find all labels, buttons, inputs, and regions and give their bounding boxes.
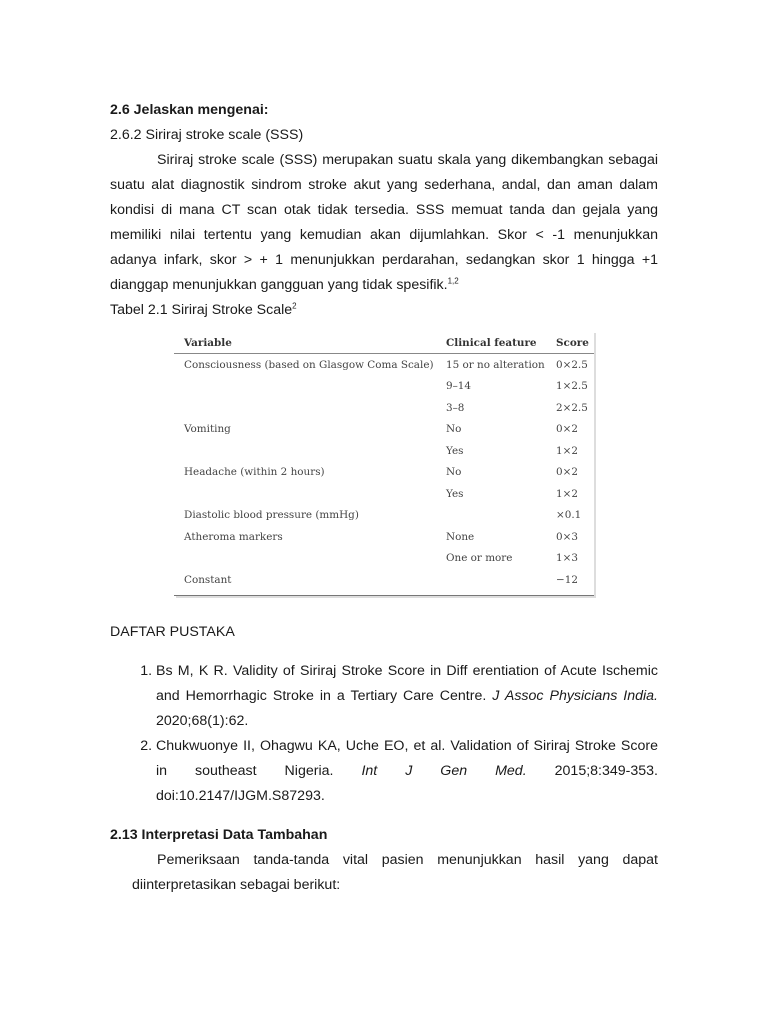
cell-score: 1×3 xyxy=(556,552,578,565)
table-row xyxy=(174,483,594,505)
cell-clinical-feature: None xyxy=(446,530,475,543)
cell-variable xyxy=(174,483,442,505)
cell-variable xyxy=(174,440,442,462)
references-list xyxy=(110,659,658,809)
section-heading: 2.6 Jelaskan mengenai: xyxy=(110,102,269,118)
cell-variable: Constant xyxy=(184,573,232,586)
cell-clinical-feature: No xyxy=(446,466,462,479)
cell-score: 1×2 xyxy=(556,487,578,500)
header-score: Score xyxy=(550,331,594,354)
references-title: DAFTAR PUSTAKA xyxy=(110,623,235,640)
body-paragraph xyxy=(110,148,658,298)
reference-item xyxy=(156,734,658,809)
cell-variable: Headache (within 2 hours) xyxy=(184,466,325,479)
table-row xyxy=(174,397,594,419)
header-variable: Variable xyxy=(174,331,442,354)
cell-score: 0×2 xyxy=(556,466,578,479)
reference-tail: 2020;68(1):62. xyxy=(156,712,249,729)
cell-clinical-feature: 15 or no alteration xyxy=(446,358,545,371)
reference-text: Chukwuonye II, Ohagwu KA, Uche EO, et al. Validation of Siriraj Stroke Score in southeast Nigeria. xyxy=(156,737,658,779)
header-clinical-feature: Clinical feature xyxy=(442,331,550,354)
table-row xyxy=(174,526,594,548)
table-row xyxy=(174,419,594,441)
cell-variable: Consciousness (based on Glasgow Coma Scale) xyxy=(184,358,434,371)
cell-variable xyxy=(174,397,442,419)
table-row xyxy=(174,569,594,591)
table-caption xyxy=(110,298,658,323)
cell-score: ×0.1 xyxy=(556,509,582,522)
section2-heading: 2.13 Interpretasi Data Tambahan xyxy=(110,826,328,843)
cell-score: 1×2 xyxy=(556,444,578,457)
subsection-heading: 2.6.2 Siriraj stroke scale (SSS) xyxy=(110,127,304,143)
section2-paragraph: Pemeriksaan tanda-tanda vital pasien menunjukkan hasil yang dapat diinterpretasikan sebagai berikut: xyxy=(132,851,658,893)
table-header-row xyxy=(174,331,594,354)
cell-score: 2×2.5 xyxy=(556,401,588,414)
reference-journal: Int J Gen Med. xyxy=(361,762,527,779)
cell-clinical-feature: 9–14 xyxy=(446,380,472,393)
sss-table xyxy=(174,331,594,591)
cell-variable: Diastolic blood pressure (mmHg) xyxy=(184,509,359,522)
table-row xyxy=(174,354,594,376)
cell-clinical-feature xyxy=(442,569,550,591)
sss-table-image xyxy=(174,331,594,596)
reference-text: Bs M, K R. Validity of Siriraj Stroke Score in Diff erentiation of Acute Ischemic and Hemorrhagic Stroke in a Tertiary Care Centre. xyxy=(156,662,658,704)
cell-variable xyxy=(174,548,442,570)
cell-clinical-feature: One or more xyxy=(446,552,513,565)
table-row xyxy=(174,440,594,462)
table-body xyxy=(174,354,594,591)
cell-clinical-feature: 3–8 xyxy=(446,401,465,414)
table-caption-text: Tabel 2.1 Siriraj Stroke Scale xyxy=(110,302,293,318)
cell-clinical-feature xyxy=(442,505,550,527)
table-row xyxy=(174,548,594,570)
cell-score: 0×2.5 xyxy=(556,358,588,371)
table-caption-superscript: 2 xyxy=(292,301,297,311)
reference-journal: J Assoc Physicians India. xyxy=(492,687,658,704)
cell-clinical-feature: No xyxy=(446,423,462,436)
cell-variable: Vomiting xyxy=(184,423,231,436)
table-row xyxy=(174,505,594,527)
reference-tail: 2015;8:349-353. doi:10.2147/IJGM.S87293. xyxy=(156,762,658,804)
citation-superscript: 1,2 xyxy=(447,276,459,286)
cell-variable xyxy=(174,376,442,398)
body-text: Siriraj stroke scale (SSS) merupakan suatu skala yang dikembangkan sebagai suatu alat diagnostik sindrom stroke akut yang sederhana, andal, dan aman dalam kondisi di mana CT scan otak tidak tersedia. SSS memuat tanda dan gejala yang memiliki nilai tertentu yang kemudian akan dijumlahkan. Skor < -1 menunjukkan adanya infark, skor > + 1 menunjukkan perdarahan, sedangkan skor 1 hingga +1 dianggap menunjukkan gangguan yang tidak spesifik. xyxy=(110,152,658,293)
cell-score: −12 xyxy=(556,573,578,586)
reference-item xyxy=(156,659,658,734)
document-page xyxy=(110,98,658,898)
cell-clinical-feature: Yes xyxy=(446,487,464,500)
cell-variable: Atheroma markers xyxy=(184,530,283,543)
table-row xyxy=(174,462,594,484)
cell-clinical-feature: Yes xyxy=(446,444,464,457)
cell-score: 0×2 xyxy=(556,423,578,436)
cell-score: 1×2.5 xyxy=(556,380,588,393)
cell-score: 0×3 xyxy=(556,530,578,543)
table-row xyxy=(174,376,594,398)
